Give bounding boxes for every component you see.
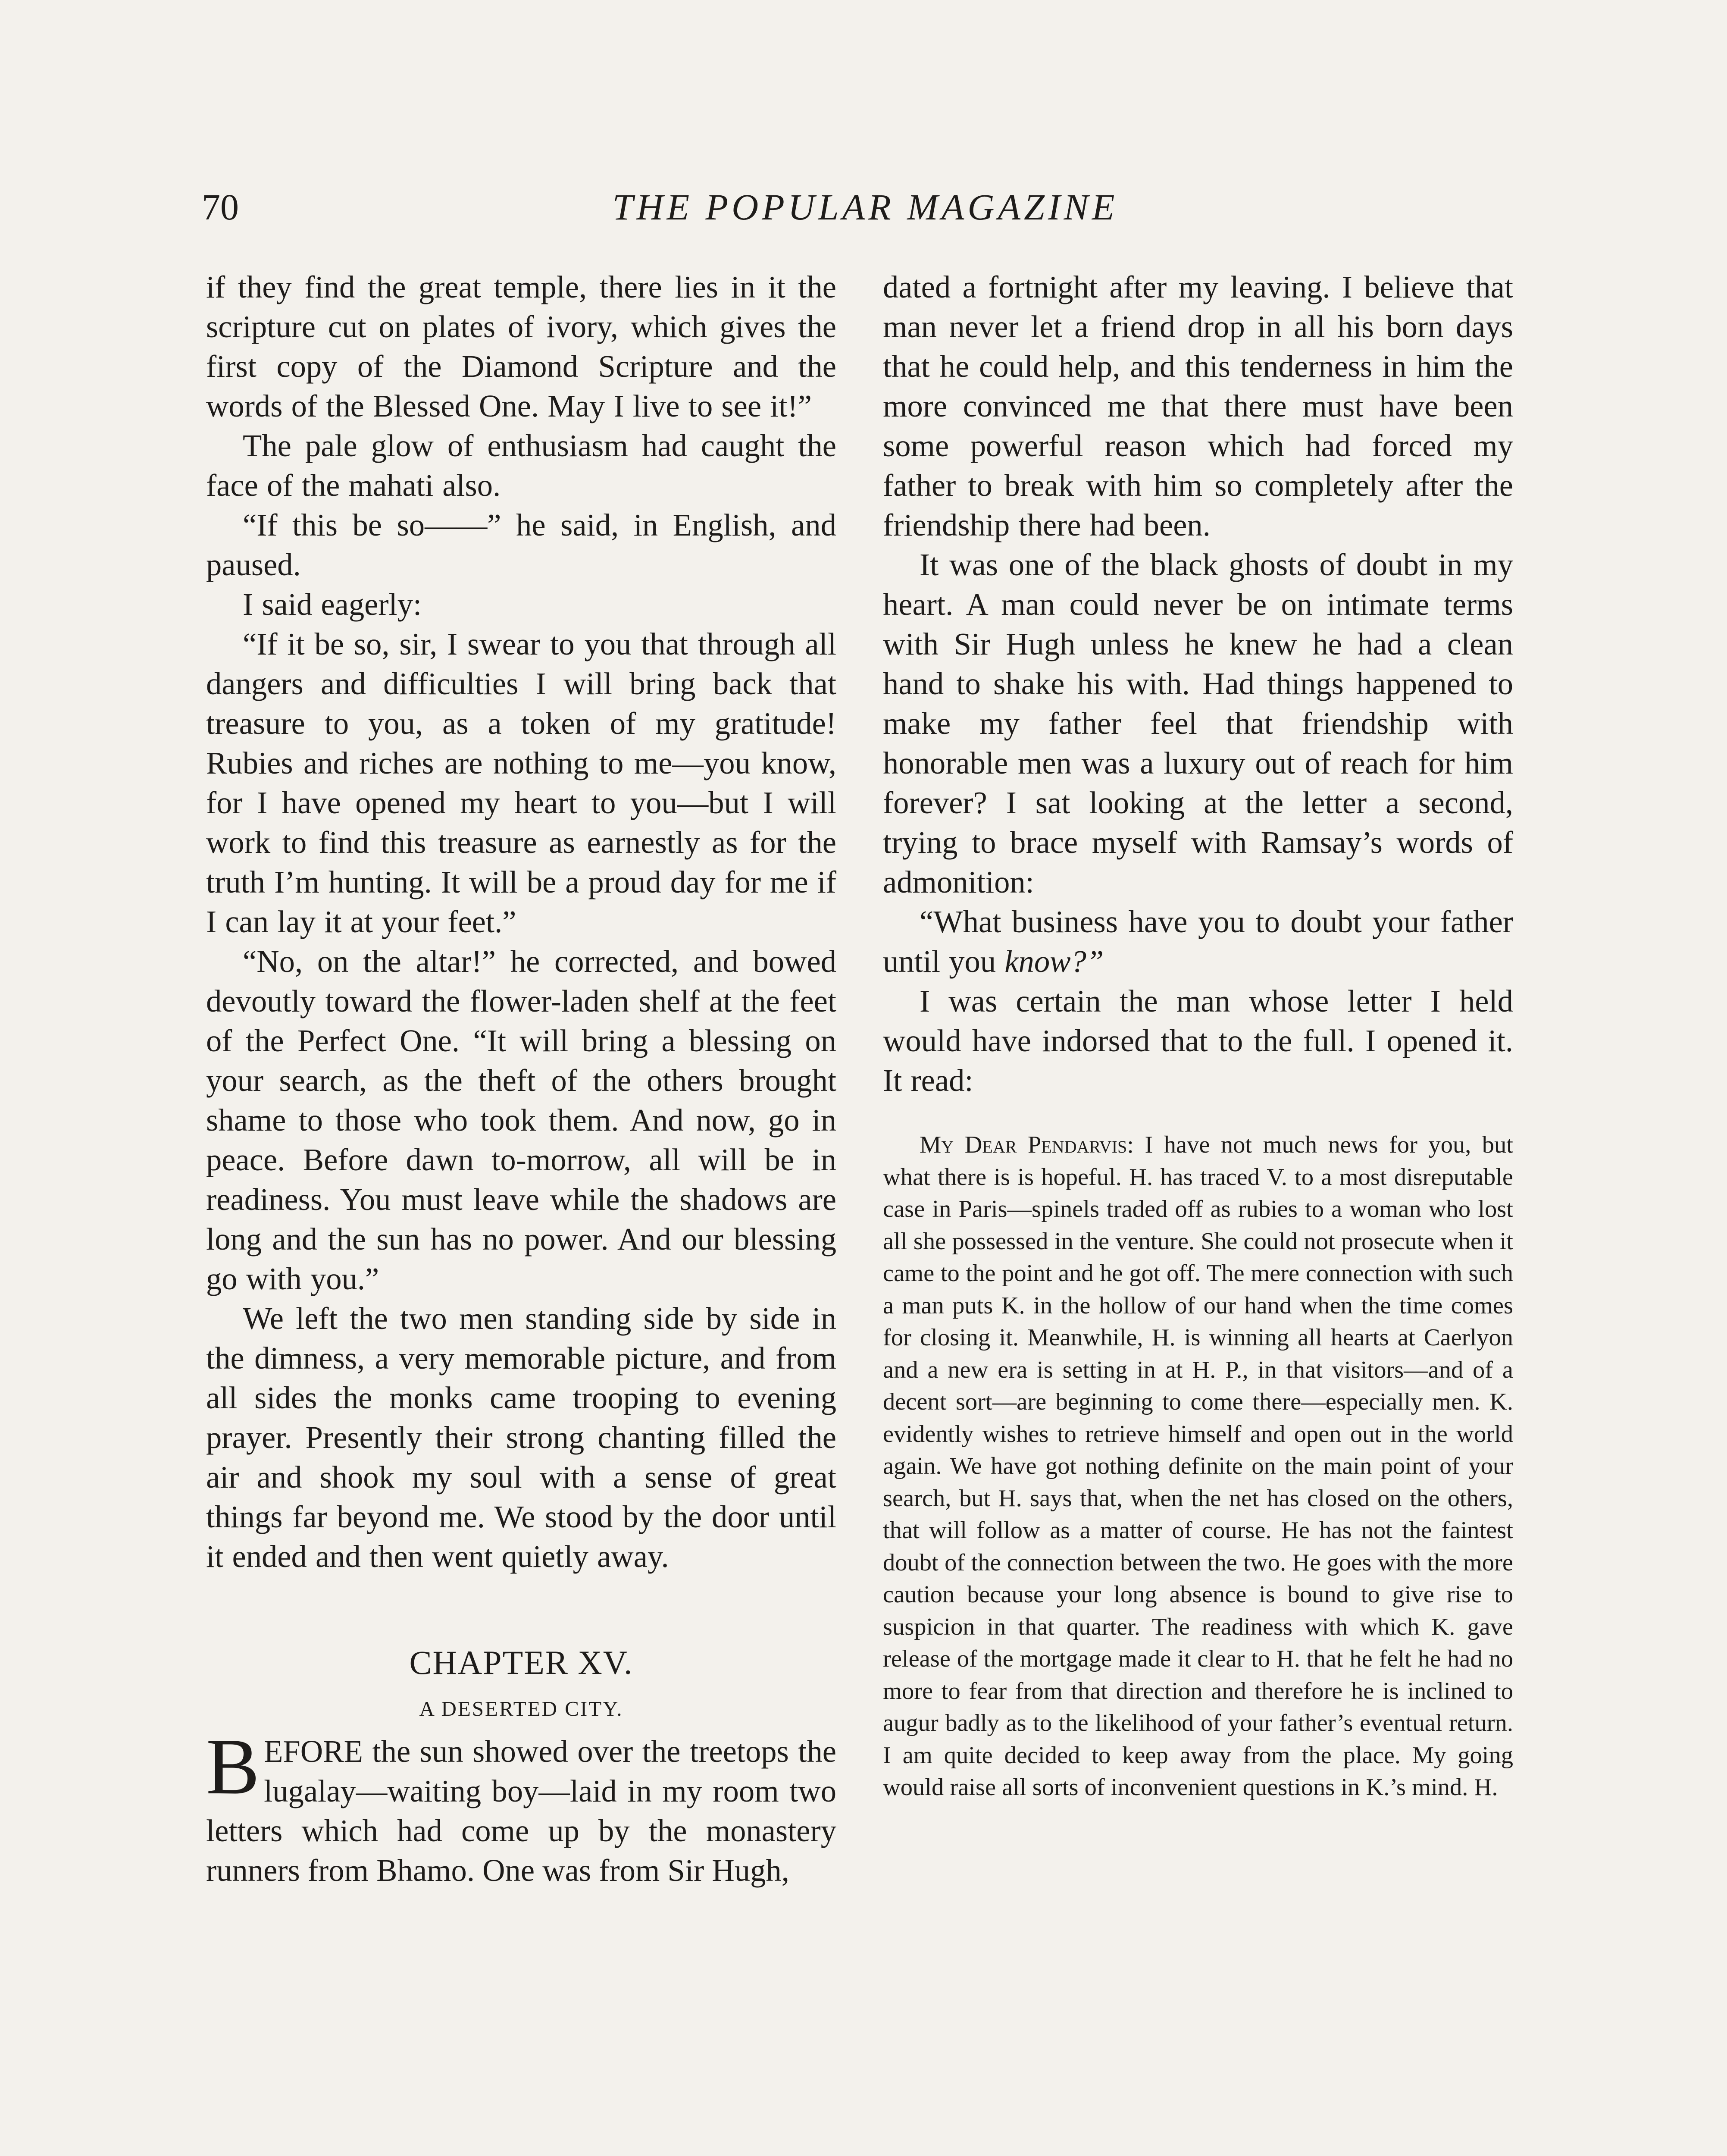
running-title: THE POPULAR MAGAZINE [612,186,1118,228]
opening-text: EFORE the sun showed over the treetops the lugalay—waiting boy—laid in my room two letters which had come up by the monastery runners from Bhamo. One was from Sir Hugh, [206,1734,836,1888]
paragraph [883,902,1513,981]
page-header [202,177,1529,241]
paragraph: “No, on the altar!” he corrected, and bowed devoutly toward the flower-laden shelf at the feet of the Perfect One. “It will bring a blessing on your search, as the theft of the others brought shame to those who took them. And now, go in peace. Before dawn to-morrow, all will be in readiness. You must leave while the shadows are long and the sun has no power. And our blessing go with you.” [206,944,836,1296]
page-number: 70 [202,186,239,228]
letter-excerpt [883,1129,1513,1804]
paragraph: I said eagerly: [243,587,422,622]
drop-cap: B [206,1722,260,1811]
paragraph: It was one of the black ghosts of doubt in my heart. A man could never be on intimate terms with Sir Hugh unless he knew he had a clean hand to shake his with. Had things happened to make my father feel that friendship with honorable men was a luxury out of reach for him forever? I sat looking at the letter a second, trying to brace myself with Ramsay’s words of admonition: [883,547,1513,899]
paragraph: if they find the great temple, there lies in it the scripture cut on plates of ivory, which gives the first copy of the Diamond Scripture and the words of the Blessed One. May I live to see it!” [206,270,836,423]
chapter-subtitle: A DESERTED CITY. [419,1697,623,1720]
quote-text: “What business have you to doubt your father until you [883,904,1513,979]
paragraph: I was certain the man whose letter I held would have indorsed that to the full. I opened it. It read: [883,984,1513,1098]
emphasis-know: know?” [1004,944,1104,979]
letter-body: I have not much news for you, but what there is is hopeful. H. has traced V. to a most disreputable case in Paris—spinels traded off as rubies to a woman who lost all she possessed in the venture. She could not prosecute when it came to the point and he got off. The mere connection with such a man puts K. in the hollow of our hand when the time comes for closing it. Meanwhile, H. is winning all hearts at Caerlyon and a new era is setting in at H. P., in that visitors—and of a decent sort—are beginning to come there—especially men. K. evidently wishes to retrieve himself and open out in the world again. We have got nothing definite on the main point of your search, but H. says that, when the net has closed on the others, that will follow as a matter of course. He has not the faintest doubt of the connection between the two. He goes with the more caution because your long absence is bound to give rise to suspicion in that quarter. The readiness with which K. gave release of the mortgage made it clear to H. that he felt he had no more to fear from that direction and therefore he is inclined to augur badly as to the likelihood of your father’s eventual return. I am quite decided to keep away from the place. My going would raise all sorts of inconvenient questions in K.’s mind. H. [883,1131,1514,1801]
paragraph: dated a fortnight after my leaving. I believe that man never let a friend drop in all his born days that he could help, and this tenderness in him the more convinced me that there must have been some powerful reason which had forced my father to break with him so completely after the friendship there had been. [883,270,1513,542]
paragraph: We left the two men standing side by side in the dimness, a very memorable picture, and from all sides the monks came trooping to evening prayer. Presently their strong chanting filled the air and shook my soul with a sense of great things far beyond me. We stood by the door until it ended and then went quietly away. [206,1301,836,1574]
chapter-heading: CHAPTER XV. [409,1644,633,1681]
right-column [883,267,1513,1828]
paragraph: “If it be so, sir, I swear to you that through all dangers and difficulties I will bring back that treasure to you, as a token of my gratitude! Rubies and riches are nothing to me—you know, for I have opened my heart to you—but I will work to find this treasure as earnestly as for the truth I’m hunting. It will be a proud day for me if I can lay it at your feet.” [206,627,836,939]
letter-salutation: My Dear Pendarvis: [920,1131,1134,1158]
paragraph: “If this be so——” he said, in English, and paused. [206,508,836,582]
chapter-opening-paragraph [206,1722,836,1890]
paragraph: The pale glow of enthusiasm had caught the face of the mahati also. [206,428,836,503]
left-column [206,267,836,1890]
